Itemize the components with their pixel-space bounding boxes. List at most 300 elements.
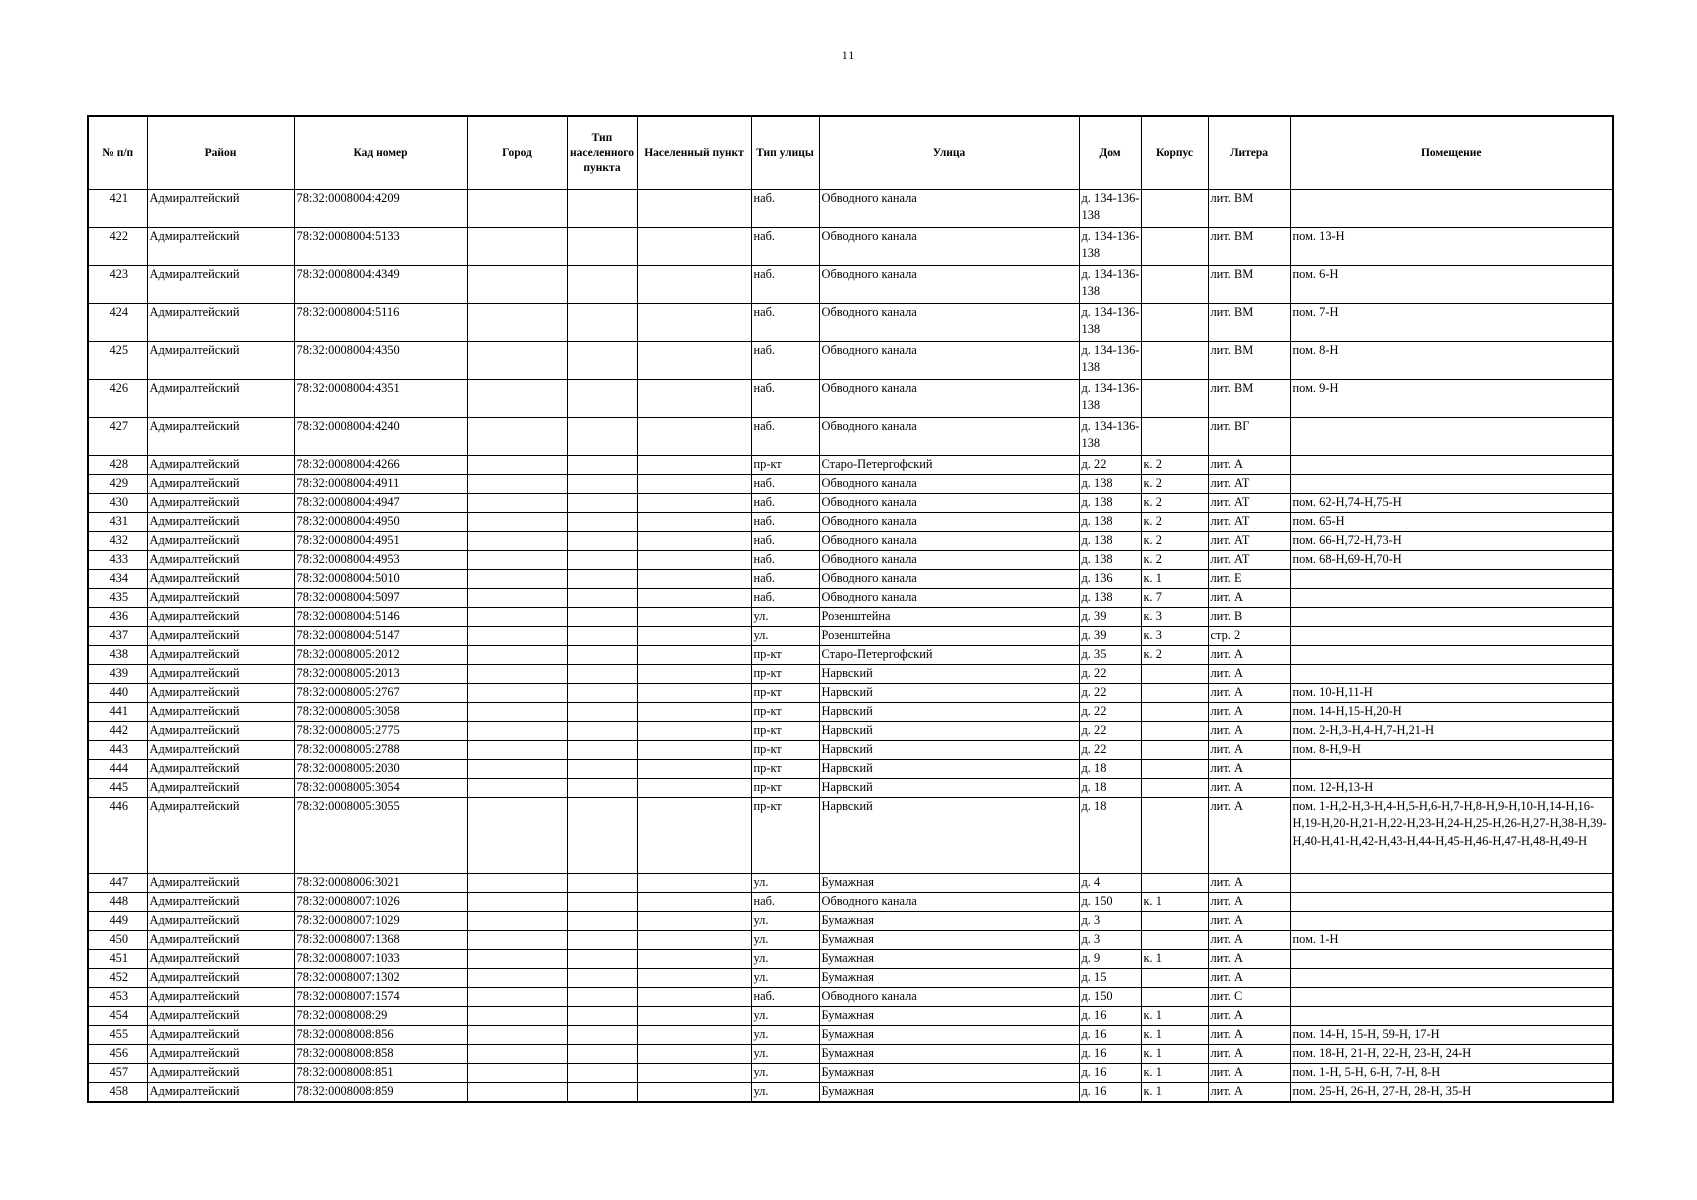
cell-street-type: наб. bbox=[751, 513, 819, 532]
table-row bbox=[88, 912, 1613, 931]
cell-street-type: пр-кт bbox=[751, 703, 819, 722]
cell-cadastral: 78:32:0008004:5116 bbox=[294, 304, 467, 342]
table-row bbox=[88, 703, 1613, 722]
cell-district: Адмиралтейский bbox=[147, 228, 294, 266]
cell-street: Розенштейна bbox=[819, 608, 1079, 627]
cell-house: д. 22 bbox=[1079, 665, 1141, 684]
col-header-settlement-type: Тип населенного пункта bbox=[567, 116, 637, 190]
cell-district: Адмиралтейский bbox=[147, 1045, 294, 1064]
cell-settlement-type bbox=[567, 798, 637, 874]
cell-premises bbox=[1290, 190, 1613, 228]
table-row bbox=[88, 551, 1613, 570]
cell-settlement bbox=[637, 1026, 751, 1045]
cell-num: 443 bbox=[88, 741, 147, 760]
cell-num: 425 bbox=[88, 342, 147, 380]
cell-city bbox=[467, 342, 567, 380]
cell-house: д. 39 bbox=[1079, 608, 1141, 627]
table-row bbox=[88, 1083, 1613, 1102]
cell-street-type: наб. bbox=[751, 304, 819, 342]
col-header-street: Улица bbox=[819, 116, 1079, 190]
cell-num: 431 bbox=[88, 513, 147, 532]
table-row bbox=[88, 874, 1613, 893]
cell-num: 422 bbox=[88, 228, 147, 266]
cell-settlement bbox=[637, 266, 751, 304]
cell-num: 430 bbox=[88, 494, 147, 513]
cell-premises: пом. 7-Н bbox=[1290, 304, 1613, 342]
cell-letter: лит. А bbox=[1208, 722, 1290, 741]
cell-city bbox=[467, 741, 567, 760]
cell-settlement bbox=[637, 342, 751, 380]
cell-street: Бумажная bbox=[819, 950, 1079, 969]
cell-city bbox=[467, 684, 567, 703]
cell-house: д. 134-136-138 bbox=[1079, 228, 1141, 266]
cell-street: Обводного канала bbox=[819, 494, 1079, 513]
cell-premises bbox=[1290, 665, 1613, 684]
cell-premises bbox=[1290, 570, 1613, 589]
table-row bbox=[88, 475, 1613, 494]
cell-premises: пом. 8-Н,9-Н bbox=[1290, 741, 1613, 760]
cell-cadastral: 78:32:0008006:3021 bbox=[294, 874, 467, 893]
cell-premises bbox=[1290, 646, 1613, 665]
page-number: 11 bbox=[841, 48, 856, 62]
cell-street: Обводного канала bbox=[819, 532, 1079, 551]
cell-house: д. 3 bbox=[1079, 931, 1141, 950]
cell-settlement-type bbox=[567, 646, 637, 665]
cell-letter: лит. АТ bbox=[1208, 532, 1290, 551]
cell-house: д. 22 bbox=[1079, 703, 1141, 722]
cell-city bbox=[467, 494, 567, 513]
table-row bbox=[88, 1007, 1613, 1026]
cell-letter: лит. ВМ bbox=[1208, 304, 1290, 342]
cell-settlement-type bbox=[567, 1026, 637, 1045]
cell-building: к. 1 bbox=[1141, 570, 1208, 589]
cell-cadastral: 78:32:0008004:5097 bbox=[294, 589, 467, 608]
cell-letter: лит. А bbox=[1208, 665, 1290, 684]
cell-building bbox=[1141, 342, 1208, 380]
cell-building bbox=[1141, 722, 1208, 741]
cell-settlement bbox=[637, 931, 751, 950]
cell-district: Адмиралтейский bbox=[147, 190, 294, 228]
cell-district: Адмиралтейский bbox=[147, 494, 294, 513]
cell-street-type: ул. bbox=[751, 969, 819, 988]
cell-city bbox=[467, 304, 567, 342]
cell-building: к. 1 bbox=[1141, 1083, 1208, 1102]
cell-cadastral: 78:32:0008008:858 bbox=[294, 1045, 467, 1064]
cell-building: к. 2 bbox=[1141, 513, 1208, 532]
cell-premises bbox=[1290, 874, 1613, 893]
cell-letter: лит. А bbox=[1208, 456, 1290, 475]
cell-street: Нарвский bbox=[819, 703, 1079, 722]
cell-cadastral: 78:32:0008004:4950 bbox=[294, 513, 467, 532]
cell-letter: лит. А bbox=[1208, 931, 1290, 950]
cell-street-type: наб. bbox=[751, 551, 819, 570]
cell-settlement bbox=[637, 380, 751, 418]
cell-building: к. 1 bbox=[1141, 1064, 1208, 1083]
cell-district: Адмиралтейский bbox=[147, 684, 294, 703]
cell-settlement bbox=[637, 988, 751, 1007]
cell-city bbox=[467, 760, 567, 779]
cell-letter: лит. А bbox=[1208, 969, 1290, 988]
cell-city bbox=[467, 703, 567, 722]
cell-city bbox=[467, 456, 567, 475]
cell-building bbox=[1141, 190, 1208, 228]
cell-street-type: ул. bbox=[751, 1083, 819, 1102]
cell-settlement bbox=[637, 1064, 751, 1083]
cell-district: Адмиралтейский bbox=[147, 1064, 294, 1083]
cell-premises: пом. 18-Н, 21-Н, 22-Н, 23-Н, 24-Н bbox=[1290, 1045, 1613, 1064]
cell-cadastral: 78:32:0008008:859 bbox=[294, 1083, 467, 1102]
col-header-num: № п/п bbox=[88, 116, 147, 190]
table-row bbox=[88, 1064, 1613, 1083]
cell-premises: пом. 8-Н bbox=[1290, 342, 1613, 380]
cell-cadastral: 78:32:0008007:1368 bbox=[294, 931, 467, 950]
cell-settlement bbox=[637, 190, 751, 228]
cell-building bbox=[1141, 266, 1208, 304]
cell-settlement bbox=[637, 1045, 751, 1064]
cell-cadastral: 78:32:0008004:5010 bbox=[294, 570, 467, 589]
cell-street-type: наб. bbox=[751, 342, 819, 380]
cell-district: Адмиралтейский bbox=[147, 779, 294, 798]
cell-house: д. 18 bbox=[1079, 779, 1141, 798]
col-header-cadastral: Кад номер bbox=[294, 116, 467, 190]
cell-district: Адмиралтейский bbox=[147, 893, 294, 912]
cell-settlement-type bbox=[567, 684, 637, 703]
table-row bbox=[88, 760, 1613, 779]
cell-house: д. 18 bbox=[1079, 760, 1141, 779]
cell-settlement bbox=[637, 969, 751, 988]
cell-premises bbox=[1290, 475, 1613, 494]
cell-cadastral: 78:32:0008004:5133 bbox=[294, 228, 467, 266]
cell-cadastral: 78:32:0008005:3058 bbox=[294, 703, 467, 722]
cell-city bbox=[467, 513, 567, 532]
cell-house: д. 134-136-138 bbox=[1079, 342, 1141, 380]
table-row bbox=[88, 589, 1613, 608]
cell-premises: пом. 1-Н, 5-Н, 6-Н, 7-Н, 8-Н bbox=[1290, 1064, 1613, 1083]
cell-street-type: пр-кт bbox=[751, 665, 819, 684]
cell-street-type: пр-кт bbox=[751, 779, 819, 798]
cell-settlement bbox=[637, 893, 751, 912]
cell-premises: пом. 13-Н bbox=[1290, 228, 1613, 266]
cell-street: Обводного канала bbox=[819, 551, 1079, 570]
cell-street: Обводного канала bbox=[819, 893, 1079, 912]
cell-street: Обводного канала bbox=[819, 342, 1079, 380]
cell-street-type: наб. bbox=[751, 570, 819, 589]
cell-cadastral: 78:32:0008004:4951 bbox=[294, 532, 467, 551]
cell-house: д. 35 bbox=[1079, 646, 1141, 665]
cell-street-type: ул. bbox=[751, 627, 819, 646]
cell-building bbox=[1141, 779, 1208, 798]
cell-settlement bbox=[637, 646, 751, 665]
cell-street: Бумажная bbox=[819, 1064, 1079, 1083]
cell-district: Адмиралтейский bbox=[147, 532, 294, 551]
cell-premises bbox=[1290, 608, 1613, 627]
cell-cadastral: 78:32:0008007:1029 bbox=[294, 912, 467, 931]
table-row bbox=[88, 266, 1613, 304]
cell-building bbox=[1141, 741, 1208, 760]
cell-settlement bbox=[637, 874, 751, 893]
cell-premises: пом. 1-Н bbox=[1290, 931, 1613, 950]
cell-settlement-type bbox=[567, 304, 637, 342]
cell-cadastral: 78:32:0008005:2788 bbox=[294, 741, 467, 760]
cell-house: д. 134-136-138 bbox=[1079, 304, 1141, 342]
cell-building bbox=[1141, 380, 1208, 418]
cell-building: к. 1 bbox=[1141, 1045, 1208, 1064]
cell-num: 456 bbox=[88, 1045, 147, 1064]
property-register-table bbox=[87, 115, 1614, 1103]
cell-premises: пом. 14-Н,15-Н,20-Н bbox=[1290, 703, 1613, 722]
table-row bbox=[88, 494, 1613, 513]
cell-cadastral: 78:32:0008007:1574 bbox=[294, 988, 467, 1007]
cell-settlement-type bbox=[567, 342, 637, 380]
cell-district: Адмиралтейский bbox=[147, 1083, 294, 1102]
cell-letter: лит. АТ bbox=[1208, 494, 1290, 513]
cell-street-type: пр-кт bbox=[751, 456, 819, 475]
cell-cadastral: 78:32:0008007:1033 bbox=[294, 950, 467, 969]
cell-premises bbox=[1290, 950, 1613, 969]
cell-settlement-type bbox=[567, 475, 637, 494]
cell-cadastral: 78:32:0008008:29 bbox=[294, 1007, 467, 1026]
cell-cadastral: 78:32:0008005:2767 bbox=[294, 684, 467, 703]
table-row bbox=[88, 646, 1613, 665]
cell-letter: лит. А bbox=[1208, 893, 1290, 912]
cell-city bbox=[467, 475, 567, 494]
cell-city bbox=[467, 1026, 567, 1045]
cell-building bbox=[1141, 760, 1208, 779]
col-header-street-type: Тип улицы bbox=[751, 116, 819, 190]
cell-street-type: ул. bbox=[751, 950, 819, 969]
cell-settlement-type bbox=[567, 1083, 637, 1102]
cell-num: 457 bbox=[88, 1064, 147, 1083]
cell-street: Бумажная bbox=[819, 1007, 1079, 1026]
cell-city bbox=[467, 665, 567, 684]
cell-settlement bbox=[637, 228, 751, 266]
cell-city bbox=[467, 190, 567, 228]
table-row bbox=[88, 1045, 1613, 1064]
cell-cadastral: 78:32:0008004:5146 bbox=[294, 608, 467, 627]
cell-premises bbox=[1290, 893, 1613, 912]
cell-house: д. 18 bbox=[1079, 798, 1141, 874]
cell-num: 440 bbox=[88, 684, 147, 703]
cell-settlement-type bbox=[567, 1045, 637, 1064]
cell-letter: лит. А bbox=[1208, 741, 1290, 760]
cell-house: д. 22 bbox=[1079, 684, 1141, 703]
cell-house: д. 16 bbox=[1079, 1083, 1141, 1102]
cell-house: д. 39 bbox=[1079, 627, 1141, 646]
cell-letter: лит. В bbox=[1208, 608, 1290, 627]
cell-building bbox=[1141, 665, 1208, 684]
header-row bbox=[88, 116, 1613, 190]
cell-settlement-type bbox=[567, 988, 637, 1007]
cell-city bbox=[467, 912, 567, 931]
table-row bbox=[88, 931, 1613, 950]
cell-street-type: ул. bbox=[751, 1045, 819, 1064]
cell-premises bbox=[1290, 969, 1613, 988]
cell-letter: лит. ВМ bbox=[1208, 190, 1290, 228]
cell-city bbox=[467, 1007, 567, 1026]
cell-premises: пом. 2-Н,3-Н,4-Н,7-Н,21-Н bbox=[1290, 722, 1613, 741]
cell-settlement bbox=[637, 532, 751, 551]
cell-house: д. 15 bbox=[1079, 969, 1141, 988]
cell-street: Обводного канала bbox=[819, 266, 1079, 304]
table-row bbox=[88, 798, 1613, 874]
cell-settlement-type bbox=[567, 912, 637, 931]
cell-settlement-type bbox=[567, 703, 637, 722]
cell-city bbox=[467, 1064, 567, 1083]
cell-building: к. 2 bbox=[1141, 456, 1208, 475]
cell-num: 436 bbox=[88, 608, 147, 627]
cell-street: Бумажная bbox=[819, 1083, 1079, 1102]
cell-premises bbox=[1290, 988, 1613, 1007]
cell-street: Розенштейна bbox=[819, 627, 1079, 646]
cell-letter: лит. ВМ bbox=[1208, 228, 1290, 266]
cell-cadastral: 78:32:0008008:856 bbox=[294, 1026, 467, 1045]
cell-letter: лит. АТ bbox=[1208, 551, 1290, 570]
cell-street: Бумажная bbox=[819, 931, 1079, 950]
cell-settlement-type bbox=[567, 551, 637, 570]
cell-street-type: ул. bbox=[751, 912, 819, 931]
cell-house: д. 138 bbox=[1079, 589, 1141, 608]
cell-letter: лит. АТ bbox=[1208, 475, 1290, 494]
cell-settlement-type bbox=[567, 741, 637, 760]
cell-street: Обводного канала bbox=[819, 380, 1079, 418]
table-row bbox=[88, 741, 1613, 760]
cell-street-type: наб. bbox=[751, 418, 819, 456]
cell-city bbox=[467, 551, 567, 570]
table-row bbox=[88, 513, 1613, 532]
cell-building bbox=[1141, 931, 1208, 950]
cell-num: 429 bbox=[88, 475, 147, 494]
cell-street: Бумажная bbox=[819, 1026, 1079, 1045]
cell-settlement bbox=[637, 456, 751, 475]
cell-settlement bbox=[637, 551, 751, 570]
cell-num: 448 bbox=[88, 893, 147, 912]
cell-settlement-type bbox=[567, 513, 637, 532]
cell-letter: лит. ВМ bbox=[1208, 380, 1290, 418]
cell-cadastral: 78:32:0008005:2012 bbox=[294, 646, 467, 665]
table-row bbox=[88, 570, 1613, 589]
cell-settlement-type bbox=[567, 950, 637, 969]
cell-district: Адмиралтейский bbox=[147, 475, 294, 494]
cell-cadastral: 78:32:0008005:3055 bbox=[294, 798, 467, 874]
cell-city bbox=[467, 950, 567, 969]
cell-settlement-type bbox=[567, 418, 637, 456]
cell-settlement-type bbox=[567, 532, 637, 551]
cell-letter: лит. А bbox=[1208, 1026, 1290, 1045]
cell-settlement bbox=[637, 703, 751, 722]
cell-building: к. 3 bbox=[1141, 608, 1208, 627]
cell-premises: пом. 68-Н,69-Н,70-Н bbox=[1290, 551, 1613, 570]
cell-num: 453 bbox=[88, 988, 147, 1007]
cell-district: Адмиралтейский bbox=[147, 931, 294, 950]
cell-district: Адмиралтейский bbox=[147, 646, 294, 665]
cell-settlement-type bbox=[567, 494, 637, 513]
cell-building bbox=[1141, 304, 1208, 342]
cell-house: д. 3 bbox=[1079, 912, 1141, 931]
cell-building bbox=[1141, 874, 1208, 893]
cell-letter: лит. ВМ bbox=[1208, 266, 1290, 304]
cell-district: Адмиралтейский bbox=[147, 1026, 294, 1045]
cell-premises: пом. 65-Н bbox=[1290, 513, 1613, 532]
cell-settlement bbox=[637, 627, 751, 646]
cell-settlement-type bbox=[567, 760, 637, 779]
cell-district: Адмиралтейский bbox=[147, 950, 294, 969]
cell-house: д. 9 bbox=[1079, 950, 1141, 969]
table-row bbox=[88, 532, 1613, 551]
cell-premises: пом. 12-Н,13-Н bbox=[1290, 779, 1613, 798]
cell-settlement bbox=[637, 741, 751, 760]
cell-building: к. 1 bbox=[1141, 1007, 1208, 1026]
cell-district: Адмиралтейский bbox=[147, 665, 294, 684]
cell-settlement-type bbox=[567, 931, 637, 950]
table-row bbox=[88, 950, 1613, 969]
cell-settlement bbox=[637, 513, 751, 532]
cell-settlement-type bbox=[567, 380, 637, 418]
cell-premises: пом. 1-Н,2-Н,3-Н,4-Н,5-Н,6-Н,7-Н,8-Н,9-Н,10-Н,14-Н,16-Н,19-Н,20-Н,21-Н,22-Н,23-Н,24-Н,25-Н,26-Н,27-Н,38-Н,39-Н,40-Н,41-Н,42-Н,43-Н,44-Н,45-Н,46-Н,47-Н,48-Н,49-Н bbox=[1290, 798, 1613, 874]
cell-street-type: ул. bbox=[751, 1007, 819, 1026]
cell-num: 439 bbox=[88, 665, 147, 684]
table-row bbox=[88, 665, 1613, 684]
cell-letter: лит. А bbox=[1208, 1045, 1290, 1064]
cell-letter: лит. А bbox=[1208, 1064, 1290, 1083]
col-header-house: Дом bbox=[1079, 116, 1141, 190]
cell-letter: лит. А bbox=[1208, 684, 1290, 703]
cell-district: Адмиралтейский bbox=[147, 798, 294, 874]
cell-building: к. 7 bbox=[1141, 589, 1208, 608]
cell-street: Обводного канала bbox=[819, 418, 1079, 456]
cell-settlement-type bbox=[567, 266, 637, 304]
cell-street: Нарвский bbox=[819, 798, 1079, 874]
cell-cadastral: 78:32:0008008:851 bbox=[294, 1064, 467, 1083]
table-row bbox=[88, 304, 1613, 342]
cell-city bbox=[467, 1083, 567, 1102]
cell-building bbox=[1141, 684, 1208, 703]
cell-city bbox=[467, 608, 567, 627]
cell-district: Адмиралтейский bbox=[147, 589, 294, 608]
cell-street-type: наб. bbox=[751, 228, 819, 266]
table-row bbox=[88, 988, 1613, 1007]
cell-num: 424 bbox=[88, 304, 147, 342]
cell-street: Обводного канала bbox=[819, 228, 1079, 266]
cell-city bbox=[467, 380, 567, 418]
table-row bbox=[88, 342, 1613, 380]
cell-cadastral: 78:32:0008004:4911 bbox=[294, 475, 467, 494]
cell-building: к. 2 bbox=[1141, 646, 1208, 665]
cell-settlement bbox=[637, 1083, 751, 1102]
table-row bbox=[88, 779, 1613, 798]
cell-street: Нарвский bbox=[819, 722, 1079, 741]
cell-settlement-type bbox=[567, 570, 637, 589]
cell-num: 451 bbox=[88, 950, 147, 969]
cell-premises bbox=[1290, 589, 1613, 608]
cell-city bbox=[467, 988, 567, 1007]
cell-street: Бумажная bbox=[819, 969, 1079, 988]
cell-premises: пом. 9-Н bbox=[1290, 380, 1613, 418]
cell-city bbox=[467, 874, 567, 893]
cell-num: 423 bbox=[88, 266, 147, 304]
cell-district: Адмиралтейский bbox=[147, 912, 294, 931]
cell-street-type: наб. bbox=[751, 380, 819, 418]
cell-num: 432 bbox=[88, 532, 147, 551]
cell-street-type: наб. bbox=[751, 893, 819, 912]
cell-street: Нарвский bbox=[819, 684, 1079, 703]
cell-settlement bbox=[637, 760, 751, 779]
cell-cadastral: 78:32:0008004:4953 bbox=[294, 551, 467, 570]
cell-premises bbox=[1290, 627, 1613, 646]
cell-num: 442 bbox=[88, 722, 147, 741]
cell-building bbox=[1141, 969, 1208, 988]
cell-settlement-type bbox=[567, 779, 637, 798]
cell-street: Обводного канала bbox=[819, 513, 1079, 532]
